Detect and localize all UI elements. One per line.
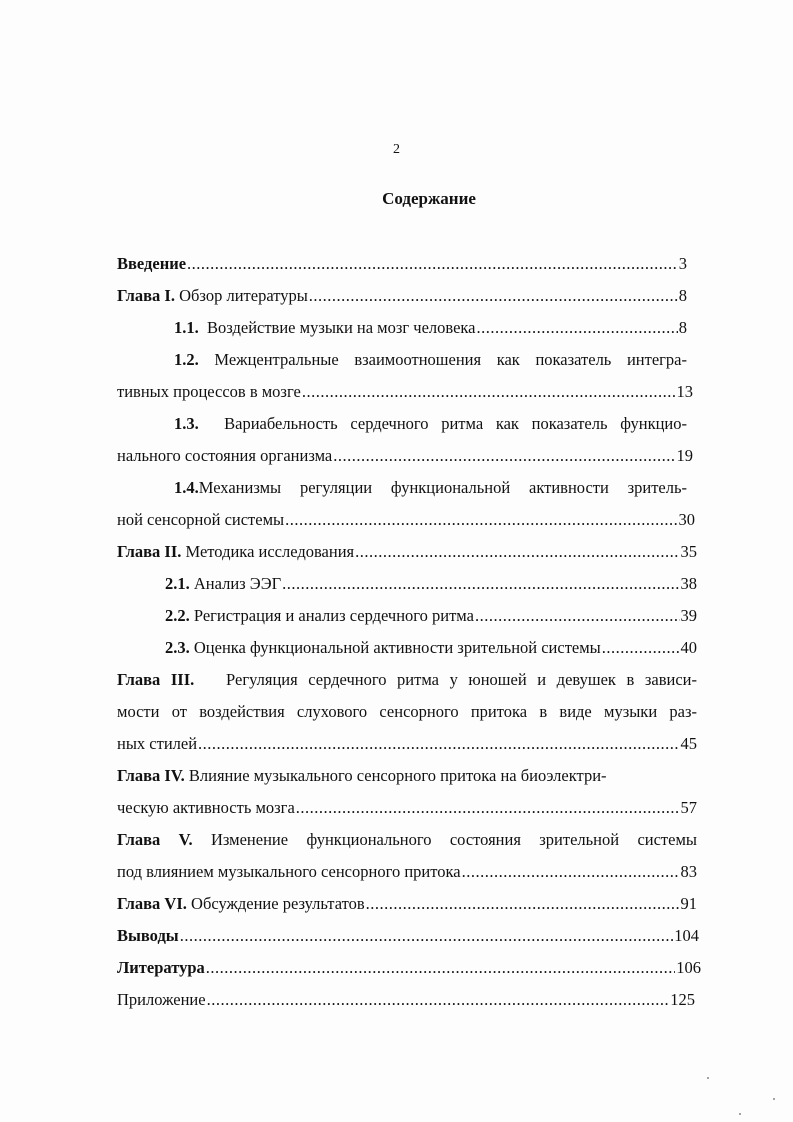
entry-text: нального состояния организма bbox=[117, 446, 333, 465]
page-ref: 57 bbox=[680, 798, 697, 817]
entry-label: Приложение bbox=[117, 990, 206, 1009]
leader-dots bbox=[302, 382, 676, 402]
entry-text: мости от воздействия слухового сенсорного притока в виде музыки раз- bbox=[117, 702, 697, 721]
page-ref: 8 bbox=[678, 286, 687, 305]
leader-dots bbox=[355, 542, 679, 562]
toc-entry-section-1-4-line1[interactable] bbox=[174, 478, 687, 498]
toc-entry-section-1-2-line1[interactable] bbox=[174, 350, 687, 370]
page-ref: 8 bbox=[678, 318, 687, 337]
toc-entry-section-1-1[interactable] bbox=[174, 318, 687, 338]
toc-entry-section-2-3[interactable] bbox=[165, 638, 697, 658]
leader-dots bbox=[475, 606, 680, 626]
entry-text: Методика исследования bbox=[185, 542, 355, 561]
leader-dots bbox=[207, 990, 670, 1010]
toc-entry-intro[interactable] bbox=[117, 254, 687, 274]
entry-number: 1.3. bbox=[174, 414, 199, 433]
entry-label: Введение bbox=[117, 254, 187, 273]
toc-entry-literature[interactable] bbox=[117, 958, 701, 978]
entry-label: Глава IV. bbox=[117, 766, 185, 785]
page-ref: 38 bbox=[680, 574, 697, 593]
toc-entry-chapter-3-line1[interactable] bbox=[117, 670, 697, 690]
toc-entry-section-2-1[interactable] bbox=[165, 574, 697, 594]
toc-entry-section-1-3-line1[interactable] bbox=[174, 414, 687, 434]
scan-speck bbox=[707, 1077, 709, 1079]
leader-dots bbox=[366, 894, 680, 914]
entry-text: ной сенсорной системы bbox=[117, 510, 285, 529]
page-ref: 3 bbox=[678, 254, 687, 273]
entry-number: 2.3. bbox=[165, 638, 190, 657]
entry-number: 2.1. bbox=[165, 574, 190, 593]
toc-entry-section-1-3-line2[interactable] bbox=[117, 446, 693, 466]
entry-label: Литература bbox=[117, 958, 205, 977]
toc-entry-conclusions[interactable] bbox=[117, 926, 699, 946]
toc-entry-appendix[interactable] bbox=[117, 990, 695, 1010]
toc-entry-chapter-2[interactable] bbox=[117, 542, 697, 562]
toc-title: Содержание bbox=[382, 189, 476, 208]
entry-text: Вариабельность сердечного ритма как показатель функцио- bbox=[224, 414, 687, 433]
toc-entry-chapter-5-line2[interactable] bbox=[117, 862, 697, 882]
scan-speck bbox=[739, 1113, 741, 1115]
leader-dots bbox=[198, 734, 679, 754]
entry-text: ных стилей bbox=[117, 734, 198, 753]
page-ref: 83 bbox=[680, 862, 697, 881]
leader-dots bbox=[462, 862, 680, 882]
page-ref: 19 bbox=[676, 446, 693, 465]
page-ref: 40 bbox=[680, 638, 697, 657]
entry-text: тивных процессов в мозге bbox=[117, 382, 301, 401]
entry-text: под влиянием музыкального сенсорного притока bbox=[117, 862, 461, 881]
leader-dots bbox=[333, 446, 675, 466]
entry-text: Влияние музыкального сенсорного притока на биоэлектри- bbox=[188, 766, 607, 785]
toc-entry-chapter-3-line2[interactable] bbox=[117, 702, 697, 722]
leader-dots bbox=[187, 254, 678, 274]
entry-label: Глава III. bbox=[117, 670, 195, 689]
toc-entry-chapter-4-line1[interactable] bbox=[117, 766, 697, 786]
leader-dots bbox=[477, 318, 678, 338]
entry-label: Глава I. bbox=[117, 286, 175, 305]
page-ref: 30 bbox=[678, 510, 695, 529]
entry-text: Обсуждение результатов bbox=[191, 894, 365, 913]
page-ref: 91 bbox=[680, 894, 697, 913]
entry-label: Выводы bbox=[117, 926, 179, 945]
entry-number: 1.1. bbox=[174, 318, 199, 337]
leader-dots bbox=[282, 574, 679, 594]
entry-label: Глава VI. bbox=[117, 894, 187, 913]
toc-entry-section-1-4-line2[interactable] bbox=[117, 510, 695, 530]
page-ref: 104 bbox=[674, 926, 699, 945]
entry-number: 2.2. bbox=[165, 606, 190, 625]
toc-entry-section-1-2-line2[interactable] bbox=[117, 382, 693, 402]
leader-dots bbox=[285, 510, 677, 530]
toc-entry-chapter-3-line3[interactable] bbox=[117, 734, 697, 754]
entry-text: Изменение функционального состояния зрительной системы bbox=[210, 830, 697, 849]
leader-dots bbox=[309, 286, 678, 306]
entry-label: Глава V. bbox=[117, 830, 193, 849]
entry-text: Механизмы регуляции функциональной активности зритель- bbox=[198, 478, 687, 497]
page-ref: 45 bbox=[680, 734, 697, 753]
page-ref: 13 bbox=[676, 382, 693, 401]
leader-dots bbox=[206, 958, 675, 978]
scan-speck bbox=[773, 1098, 775, 1100]
entry-text: Обзор литературы bbox=[179, 286, 308, 305]
leader-dots bbox=[602, 638, 680, 658]
page-ref: 35 bbox=[680, 542, 697, 561]
entry-text: ческую активность мозга bbox=[117, 798, 295, 817]
entry-text: Регуляция сердечного ритма у юношей и девушек в зависи- bbox=[226, 670, 697, 689]
page-ref: 125 bbox=[670, 990, 695, 1009]
entry-text: Анализ ЭЭГ bbox=[193, 574, 282, 593]
leader-dots bbox=[180, 926, 674, 946]
entry-text: Воздействие музыки на мозг человека bbox=[207, 318, 476, 337]
entry-label: Глава II. bbox=[117, 542, 182, 561]
toc-entry-chapter-4-line2[interactable] bbox=[117, 798, 697, 818]
entry-text: Регистрация и анализ сердечного ритма bbox=[193, 606, 474, 625]
toc-entry-chapter-6[interactable] bbox=[117, 894, 697, 914]
toc-entry-section-2-2[interactable] bbox=[165, 606, 697, 626]
page-number: 2 bbox=[393, 142, 400, 157]
toc-entry-chapter-1[interactable] bbox=[117, 286, 687, 306]
toc-entry-chapter-5-line1[interactable] bbox=[117, 830, 697, 850]
entry-text: Оценка функциональной активности зрительной системы bbox=[193, 638, 601, 657]
leader-dots bbox=[296, 798, 680, 818]
page-ref: 39 bbox=[680, 606, 697, 625]
page-ref: 106 bbox=[676, 958, 701, 977]
entry-number: 1.4. bbox=[174, 478, 199, 497]
entry-number: 1.2. bbox=[174, 350, 199, 369]
entry-text: Межцентральные взаимоотношения как показатель интегра- bbox=[214, 350, 687, 369]
